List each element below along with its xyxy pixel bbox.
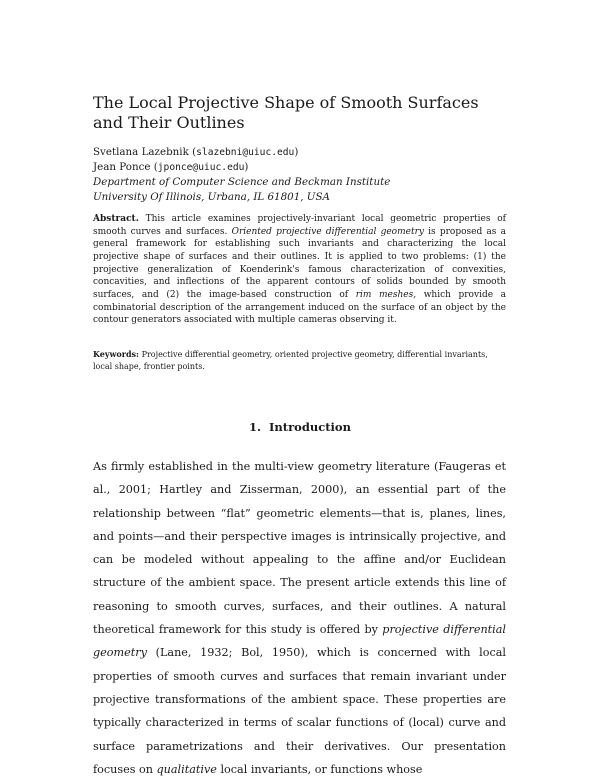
author-department: Department of Computer Science and Beckman Institute	[93, 176, 391, 188]
author-1-name: Svetlana Lazebnik	[93, 146, 189, 158]
abstract-text-1: This article examines projectively-invariant local geometric properties of smooth curves and surfaces.	[93, 214, 506, 237]
abstract	[93, 213, 506, 327]
abstract-emphasis-1: Oriented projective differential geometry	[231, 226, 424, 237]
keywords	[93, 349, 506, 372]
author-2-name: Jean Ponce	[93, 161, 151, 173]
paper-title	[93, 93, 513, 133]
author-1-email: slazebni@uiuc.edu	[196, 147, 295, 158]
intro-emphasis-2: qualitative	[156, 762, 217, 776]
intro-text-2: (Lane, 1932; Bol, 1950), which is concerned with local properties of smooth curves and surfaces that remain invariant under projective transformations of the ambient space. These properties are typically characterized in terms of scalar functions of (local) curve and surface parametrizations and their derivatives. Our presentation focuses on	[93, 646, 507, 776]
section-heading-introduction	[0, 419, 600, 435]
abstract-text-3: which provide a combinatorial description of the arrangement induced on the surface of an object by the contour generators associated with multiple cameras observing it.	[93, 289, 506, 326]
author-block	[93, 145, 493, 205]
abstract-label: Abstract.	[93, 214, 139, 224]
author-university: University Of Illinois, Urbana, IL 61801, USA	[93, 191, 330, 203]
title-line-1: The Local Projective Shape of Smooth Surfaces	[93, 93, 479, 112]
section-title: Introduction	[269, 420, 351, 434]
author-1: Svetlana Lazebnik (slazebni@uiuc.edu)	[93, 146, 299, 158]
keywords-label: Keywords:	[93, 349, 140, 359]
introduction-paragraph	[93, 455, 506, 781]
title-line-2: and Their Outlines	[93, 113, 245, 132]
intro-text-1: As firmly established in the multi-view geometry literature (Faugeras et al., 2001; Hartley and Zisserman, 2000), an essential part of the relationship between “flat” geometric elements—that is, planes, lines, and points—and their perspective images is intrinsically projective, and can be modeled without appealing to the affine and/or Euclidean structure of the ambient space. The present article extends this line of reasoning to smooth curves, surfaces, and their outlines. A natural theoretical framework for this study is offered by	[93, 460, 506, 637]
abstract-emphasis-2: rim meshes,	[355, 289, 417, 300]
author-2: Jean Ponce (jponce@uiuc.edu)	[93, 161, 249, 173]
keywords-text: Projective differential geometry, oriented projective geometry, differential invariants, local shape, frontier points.	[93, 350, 488, 371]
abstract-text-2: is proposed as a general framework for establishing such invariants and characterizing the local projective shape of surfaces and their outlines. It is applied to two problems: (1) the projective generalization of Koenderink's famous characterization of convexities, concavities, and inflections of the apparent contours of solids bounded by smooth surfaces, and (2) the image-based construction of	[93, 226, 506, 300]
intro-emphasis-1: projective differential geometry	[93, 623, 506, 660]
section-number: 1.	[249, 420, 262, 434]
intro-text-3: local invariants, or functions whose	[220, 762, 423, 776]
author-2-email: jponce@uiuc.edu	[157, 162, 245, 173]
